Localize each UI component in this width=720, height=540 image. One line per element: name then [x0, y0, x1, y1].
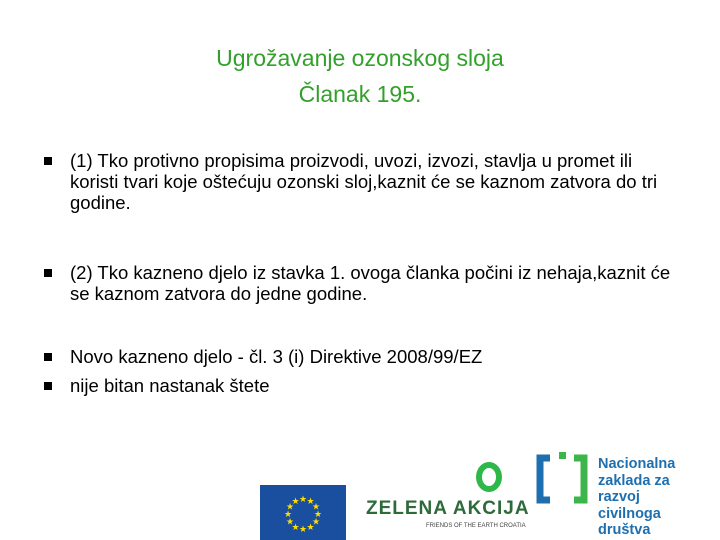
bullet-item — [44, 150, 684, 213]
nzcd-line: civilnoga — [598, 505, 661, 522]
eu-stars-icon — [260, 485, 346, 540]
nacionalna-zaklada-logo — [534, 450, 720, 540]
svg-text:★: ★ — [291, 523, 300, 533]
slide-title-line1: Ugrožavanje ozonskog sloja — [216, 45, 504, 71]
slide-title-line2: Članak 195. — [298, 81, 422, 107]
svg-text:★: ★ — [306, 497, 315, 507]
svg-text:★: ★ — [311, 517, 321, 528]
svg-text:★: ★ — [298, 495, 308, 505]
nacionalna-zaklada-name — [598, 456, 675, 539]
svg-text:★: ★ — [313, 510, 323, 520]
bullet-text: Novo kazneno djelo - čl. 3 (i) Direktive 2008/99/EZ — [70, 346, 483, 367]
bullet-item — [44, 262, 684, 304]
zelena-ring-icon — [476, 462, 502, 492]
nzcd-line: Nacionalna — [598, 456, 676, 472]
bullet-item — [44, 346, 482, 367]
bullet-text: (1) Tko protivno propisima proizvodi, uvozi, izvozi, stavlja u promet ili koristi tvari koje oštećuju ozonski sloj,kaznit će se kaznom zatvora do tri godine. — [70, 150, 658, 213]
slide-title — [0, 40, 720, 112]
zelena-akcija-name: ZELENA AKCIJA — [366, 498, 530, 519]
bullet-item — [44, 375, 270, 396]
bullet-square-icon — [44, 157, 52, 165]
bullet-text: (2) Tko kazneno djelo iz stavka 1. ovoga članka počini iz nehaja,kaznit će se kaznom zatvora do jedne godine. — [70, 262, 671, 304]
nzcd-line: društva — [598, 522, 651, 538]
svg-text:★: ★ — [285, 502, 295, 513]
bracket-logo-icon — [534, 450, 598, 510]
zelena-akcija-subtitle: FRIENDS OF THE EARTH CROATIA — [426, 523, 526, 529]
bullet-square-icon — [44, 382, 52, 390]
svg-text:★: ★ — [285, 517, 295, 528]
bullet-text: nije bitan nastanak štete — [70, 375, 270, 396]
nzcd-line: zaklada za — [598, 472, 670, 489]
nzcd-line: razvoj — [598, 489, 640, 505]
bullet-square-icon — [44, 353, 52, 361]
svg-text:★: ★ — [283, 510, 293, 520]
svg-text:★: ★ — [298, 525, 308, 535]
zelena-akcija-logo — [362, 462, 530, 540]
svg-text:★: ★ — [306, 523, 315, 533]
svg-text:★: ★ — [291, 497, 300, 507]
bullet-square-icon — [44, 269, 52, 277]
eu-flag-logo — [260, 485, 346, 540]
svg-text:★: ★ — [311, 502, 321, 513]
